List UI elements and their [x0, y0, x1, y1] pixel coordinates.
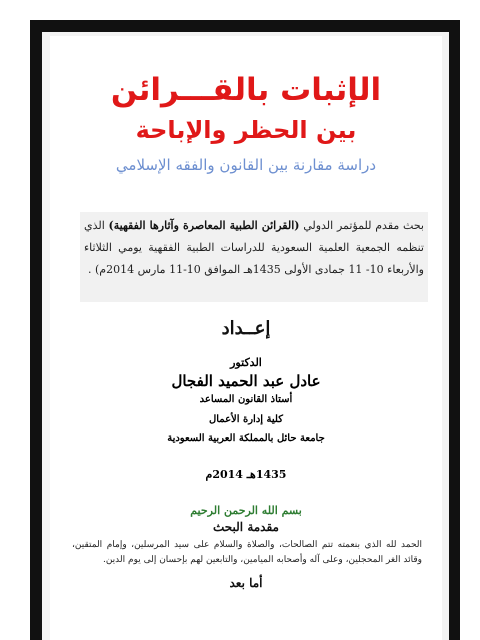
closing-phrase: أما بعد — [229, 576, 263, 590]
basmala: بسم الله الرحمن الرحيم — [190, 504, 302, 517]
conference-note-details: الذي تنظمه الجمعية العلمية السعودية للدراسات الطبية الفقهية يومي الثلاثاء والأربعاء 10- 11 جمادى الأولى 1435هـ الموافق 10-11 مارس 2014م) . — [84, 219, 424, 276]
publication-year: 1435هـ 2014م — [205, 468, 287, 481]
frame-right-border — [449, 20, 460, 640]
frame-top-border — [30, 20, 460, 32]
frame-left-border — [30, 20, 42, 640]
author-university: جامعة حائل بالمملكة العربية السعودية — [167, 433, 325, 444]
author-name: عادل عبد الحميد الفجال — [171, 372, 321, 390]
author-title: الدكتور — [230, 356, 262, 369]
document-page — [50, 36, 442, 640]
conference-note-prefix: بحث مقدم للمؤتمر الدولي — [299, 219, 424, 232]
research-intro-heading: مقدمة البحث — [213, 520, 279, 534]
preparation-heading: إعــداد — [221, 318, 271, 339]
conference-name: (القرائن الطبية المعاصرة وآثارها الفقهية) — [108, 219, 300, 232]
author-position: أستاذ القانون المساعد — [199, 394, 293, 405]
research-intro-paragraph: الحمد لله الذي بنعمته تتم الصالحات، والصلاة والسلام على سيد المرسلين، وإمام المتقين، وقائد الغر المحجلين، وعلى آله وأصحابه الميامين، والتابعين لهم بإحسان إلى يوم الدين. — [72, 540, 422, 565]
document-subtitle: بين الحظر والإباحة — [135, 116, 357, 144]
study-description: دراسة مقارنة بين القانون والفقه الإسلامي — [115, 156, 377, 174]
conference-note — [80, 212, 428, 302]
author-college: كلية إدارة الأعمال — [208, 414, 284, 425]
document-title: الإثبات بالقـــرائن — [110, 72, 382, 108]
